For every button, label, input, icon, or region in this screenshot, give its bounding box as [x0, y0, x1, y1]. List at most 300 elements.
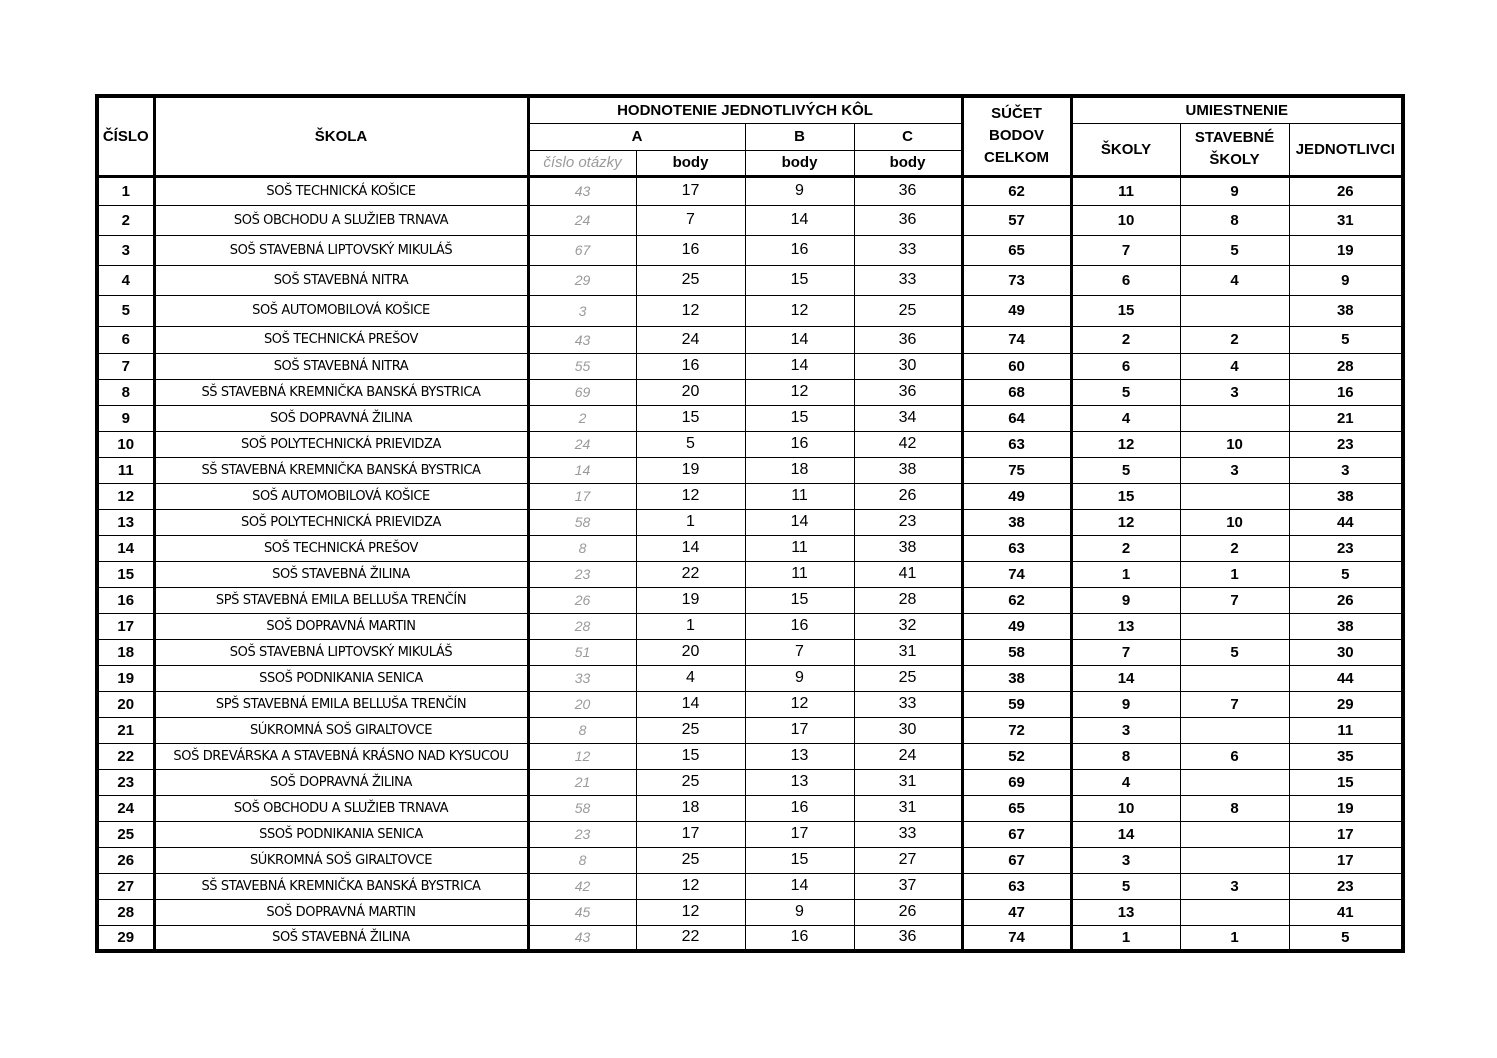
row-number: 25 — [97, 821, 154, 847]
points-b: 13 — [745, 769, 854, 795]
header-skoly: ŠKOLY — [1071, 123, 1180, 176]
total-points: 57 — [962, 205, 1071, 235]
total-points: 62 — [962, 176, 1071, 205]
row-number: 22 — [97, 743, 154, 769]
question-number: 28 — [528, 613, 636, 639]
rank-construction-schools — [1180, 295, 1289, 326]
rank-construction-schools: 10 — [1180, 431, 1289, 457]
total-points: 59 — [962, 691, 1071, 717]
total-points: 63 — [962, 873, 1071, 899]
points-a: 14 — [636, 691, 745, 717]
row-number: 11 — [97, 457, 154, 483]
points-a: 15 — [636, 743, 745, 769]
points-c: 30 — [854, 717, 962, 743]
row-number: 23 — [97, 769, 154, 795]
points-c: 38 — [854, 535, 962, 561]
total-points: 69 — [962, 769, 1071, 795]
header-umiestnenie: UMIESTNENIE — [1071, 96, 1403, 123]
points-a: 12 — [636, 873, 745, 899]
points-a: 22 — [636, 561, 745, 587]
rank-individuals: 5 — [1289, 326, 1403, 353]
row-number: 17 — [97, 613, 154, 639]
rank-construction-schools: 4 — [1180, 353, 1289, 379]
points-b: 14 — [745, 353, 854, 379]
table-row — [97, 691, 1403, 717]
rank-construction-schools: 3 — [1180, 457, 1289, 483]
rank-construction-schools: 2 — [1180, 326, 1289, 353]
table-row — [97, 405, 1403, 431]
points-a: 25 — [636, 769, 745, 795]
points-c: 30 — [854, 353, 962, 379]
row-number: 7 — [97, 353, 154, 379]
total-points: 49 — [962, 295, 1071, 326]
rank-individuals: 23 — [1289, 535, 1403, 561]
points-b: 9 — [745, 176, 854, 205]
points-b: 7 — [745, 639, 854, 665]
points-b: 16 — [745, 235, 854, 265]
rank-construction-schools: 7 — [1180, 587, 1289, 613]
rank-construction-schools: 5 — [1180, 235, 1289, 265]
rank-individuals: 26 — [1289, 587, 1403, 613]
table-row — [97, 235, 1403, 265]
question-number: 43 — [528, 326, 636, 353]
question-number: 8 — [528, 717, 636, 743]
points-b: 16 — [745, 613, 854, 639]
rank-construction-schools — [1180, 847, 1289, 873]
total-points: 62 — [962, 587, 1071, 613]
rank-individuals: 31 — [1289, 205, 1403, 235]
table-row — [97, 639, 1403, 665]
school-name: SÚKROMNÁ SOŠ GIRALTOVCE — [154, 717, 528, 743]
school-name: SŠ STAVEBNÁ KREMNIČKA BANSKÁ BYSTRICA — [154, 457, 528, 483]
total-points: 75 — [962, 457, 1071, 483]
school-name: SPŠ STAVEBNÁ EMILA BELLUŠA TRENČÍN — [154, 587, 528, 613]
row-number: 24 — [97, 795, 154, 821]
total-points: 63 — [962, 535, 1071, 561]
school-name: SOŠ TECHNICKÁ KOŠICE — [154, 176, 528, 205]
rank-schools: 4 — [1071, 405, 1180, 431]
table-row — [97, 613, 1403, 639]
rank-construction-schools — [1180, 483, 1289, 509]
rank-individuals: 9 — [1289, 265, 1403, 295]
points-c: 37 — [854, 873, 962, 899]
question-number: 29 — [528, 265, 636, 295]
question-number: 43 — [528, 176, 636, 205]
total-points: 68 — [962, 379, 1071, 405]
points-c: 26 — [854, 899, 962, 925]
header-c: C — [854, 123, 962, 150]
header-stavebne-line2: ŠKOLY — [1209, 151, 1260, 168]
points-c: 24 — [854, 743, 962, 769]
rank-individuals: 23 — [1289, 873, 1403, 899]
header-body-c: body — [854, 150, 962, 176]
points-b: 12 — [745, 379, 854, 405]
table-row — [97, 899, 1403, 925]
points-b: 13 — [745, 743, 854, 769]
points-a: 1 — [636, 613, 745, 639]
table-row — [97, 483, 1403, 509]
points-b: 11 — [745, 483, 854, 509]
points-b: 17 — [745, 821, 854, 847]
row-number: 8 — [97, 379, 154, 405]
points-b: 14 — [745, 873, 854, 899]
points-c: 31 — [854, 795, 962, 821]
rank-construction-schools — [1180, 613, 1289, 639]
total-points: 65 — [962, 795, 1071, 821]
school-name: SOŠ DOPRAVNÁ MARTIN — [154, 899, 528, 925]
school-name: SOŠ STAVEBNÁ NITRA — [154, 265, 528, 295]
points-b: 11 — [745, 535, 854, 561]
rank-individuals: 23 — [1289, 431, 1403, 457]
total-points: 63 — [962, 431, 1071, 457]
points-c: 33 — [854, 821, 962, 847]
header-b: B — [745, 123, 854, 150]
rank-schools: 2 — [1071, 535, 1180, 561]
question-number: 8 — [528, 847, 636, 873]
points-c: 25 — [854, 295, 962, 326]
points-b: 9 — [745, 899, 854, 925]
school-name: SOŠ STAVEBNÁ ŽILINA — [154, 925, 528, 951]
total-points: 74 — [962, 925, 1071, 951]
rank-construction-schools: 4 — [1180, 265, 1289, 295]
question-number: 26 — [528, 587, 636, 613]
points-c: 28 — [854, 587, 962, 613]
points-c: 34 — [854, 405, 962, 431]
school-name: SOŠ OBCHODU A SLUŽIEB TRNAVA — [154, 205, 528, 235]
question-number: 23 — [528, 821, 636, 847]
points-a: 12 — [636, 899, 745, 925]
rank-schools: 12 — [1071, 431, 1180, 457]
row-number: 29 — [97, 925, 154, 951]
rank-construction-schools: 1 — [1180, 925, 1289, 951]
school-name: SOŠ DOPRAVNÁ ŽILINA — [154, 405, 528, 431]
header-sucet — [962, 96, 1071, 176]
table-body — [97, 176, 1403, 951]
row-number: 5 — [97, 295, 154, 326]
rank-construction-schools: 7 — [1180, 691, 1289, 717]
points-b: 9 — [745, 665, 854, 691]
rank-schools: 11 — [1071, 176, 1180, 205]
question-number: 24 — [528, 431, 636, 457]
table-row — [97, 176, 1403, 205]
points-c: 36 — [854, 205, 962, 235]
header-cislo-otazky: číslo otázky — [528, 150, 636, 176]
school-name: SÚKROMNÁ SOŠ GIRALTOVCE — [154, 847, 528, 873]
table-row — [97, 847, 1403, 873]
school-name: SOŠ POLYTECHNICKÁ PRIEVIDZA — [154, 431, 528, 457]
school-name: SOŠ POLYTECHNICKÁ PRIEVIDZA — [154, 509, 528, 535]
total-points: 49 — [962, 613, 1071, 639]
header-skola: ŠKOLA — [154, 96, 528, 176]
rank-construction-schools: 3 — [1180, 873, 1289, 899]
school-name: SOŠ OBCHODU A SLUŽIEB TRNAVA — [154, 795, 528, 821]
total-points: 47 — [962, 899, 1071, 925]
table-header — [97, 96, 1403, 176]
rank-individuals: 41 — [1289, 899, 1403, 925]
rank-schools: 5 — [1071, 457, 1180, 483]
rank-individuals: 16 — [1289, 379, 1403, 405]
rank-individuals: 30 — [1289, 639, 1403, 665]
question-number: 23 — [528, 561, 636, 587]
points-c: 36 — [854, 925, 962, 951]
row-number: 19 — [97, 665, 154, 691]
rank-individuals: 5 — [1289, 561, 1403, 587]
points-a: 5 — [636, 431, 745, 457]
points-a: 18 — [636, 795, 745, 821]
rank-schools: 6 — [1071, 353, 1180, 379]
points-c: 33 — [854, 235, 962, 265]
row-number: 14 — [97, 535, 154, 561]
table-row — [97, 205, 1403, 235]
table-row — [97, 295, 1403, 326]
rank-construction-schools — [1180, 821, 1289, 847]
question-number: 2 — [528, 405, 636, 431]
row-number: 16 — [97, 587, 154, 613]
points-c: 42 — [854, 431, 962, 457]
points-c: 31 — [854, 769, 962, 795]
total-points: 72 — [962, 717, 1071, 743]
question-number: 51 — [528, 639, 636, 665]
rank-construction-schools — [1180, 769, 1289, 795]
school-name: SOŠ TECHNICKÁ PREŠOV — [154, 326, 528, 353]
points-b: 14 — [745, 509, 854, 535]
points-a: 20 — [636, 379, 745, 405]
table-row — [97, 265, 1403, 295]
points-a: 12 — [636, 295, 745, 326]
table-row — [97, 326, 1403, 353]
row-number: 4 — [97, 265, 154, 295]
header-sucet-line3: CELKOM — [984, 149, 1050, 167]
total-points: 49 — [962, 483, 1071, 509]
table-row — [97, 587, 1403, 613]
rank-individuals: 11 — [1289, 717, 1403, 743]
points-a: 22 — [636, 925, 745, 951]
row-number: 2 — [97, 205, 154, 235]
question-number: 45 — [528, 899, 636, 925]
rank-individuals: 44 — [1289, 509, 1403, 535]
table-row — [97, 379, 1403, 405]
total-points: 67 — [962, 847, 1071, 873]
points-b: 14 — [745, 205, 854, 235]
question-number: 21 — [528, 769, 636, 795]
points-c: 38 — [854, 457, 962, 483]
points-a: 14 — [636, 535, 745, 561]
header-sucet-line2: BODOV — [989, 127, 1045, 145]
points-b: 15 — [745, 405, 854, 431]
total-points: 52 — [962, 743, 1071, 769]
points-a: 24 — [636, 326, 745, 353]
points-c: 33 — [854, 691, 962, 717]
table-row — [97, 431, 1403, 457]
rank-individuals: 35 — [1289, 743, 1403, 769]
question-number: 55 — [528, 353, 636, 379]
rank-individuals: 28 — [1289, 353, 1403, 379]
school-name: SOŠ DOPRAVNÁ ŽILINA — [154, 769, 528, 795]
rank-schools: 14 — [1071, 821, 1180, 847]
rank-construction-schools — [1180, 665, 1289, 691]
question-number: 33 — [528, 665, 636, 691]
table-row — [97, 665, 1403, 691]
question-number: 58 — [528, 509, 636, 535]
points-a: 19 — [636, 457, 745, 483]
question-number: 12 — [528, 743, 636, 769]
question-number: 8 — [528, 535, 636, 561]
table-row — [97, 509, 1403, 535]
total-points: 74 — [962, 326, 1071, 353]
points-c: 36 — [854, 379, 962, 405]
school-name: SSOŠ PODNIKANIA SENICA — [154, 665, 528, 691]
points-c: 36 — [854, 326, 962, 353]
points-c: 31 — [854, 639, 962, 665]
row-number: 1 — [97, 176, 154, 205]
rank-individuals: 19 — [1289, 795, 1403, 821]
points-a: 12 — [636, 483, 745, 509]
total-points: 58 — [962, 639, 1071, 665]
question-number: 67 — [528, 235, 636, 265]
rank-schools: 3 — [1071, 847, 1180, 873]
rank-schools: 7 — [1071, 639, 1180, 665]
header-body-b: body — [745, 150, 854, 176]
rank-individuals: 38 — [1289, 295, 1403, 326]
results-table — [95, 94, 1405, 953]
rank-schools: 7 — [1071, 235, 1180, 265]
rank-individuals: 38 — [1289, 483, 1403, 509]
total-points: 38 — [962, 665, 1071, 691]
points-b: 16 — [745, 431, 854, 457]
points-c: 33 — [854, 265, 962, 295]
rank-schools: 2 — [1071, 326, 1180, 353]
question-number: 17 — [528, 483, 636, 509]
rank-individuals: 17 — [1289, 847, 1403, 873]
school-name: SSOŠ PODNIKANIA SENICA — [154, 821, 528, 847]
table-row — [97, 795, 1403, 821]
points-b: 11 — [745, 561, 854, 587]
rank-construction-schools: 3 — [1180, 379, 1289, 405]
header-body-a: body — [636, 150, 745, 176]
rank-schools: 6 — [1071, 265, 1180, 295]
rank-individuals: 15 — [1289, 769, 1403, 795]
rank-construction-schools — [1180, 405, 1289, 431]
school-name: SOŠ STAVEBNÁ LIPTOVSKÝ MIKULÁŠ — [154, 235, 528, 265]
points-c: 23 — [854, 509, 962, 535]
points-a: 1 — [636, 509, 745, 535]
row-number: 18 — [97, 639, 154, 665]
rank-schools: 5 — [1071, 379, 1180, 405]
row-number: 9 — [97, 405, 154, 431]
table-row — [97, 769, 1403, 795]
rank-schools: 14 — [1071, 665, 1180, 691]
rank-schools: 4 — [1071, 769, 1180, 795]
question-number: 42 — [528, 873, 636, 899]
points-c: 36 — [854, 176, 962, 205]
rank-schools: 10 — [1071, 795, 1180, 821]
rank-schools: 12 — [1071, 509, 1180, 535]
table-row — [97, 561, 1403, 587]
rank-construction-schools: 8 — [1180, 205, 1289, 235]
points-a: 16 — [636, 353, 745, 379]
question-number: 14 — [528, 457, 636, 483]
rank-construction-schools: 2 — [1180, 535, 1289, 561]
rank-individuals: 3 — [1289, 457, 1403, 483]
school-name: SPŠ STAVEBNÁ EMILA BELLUŠA TRENČÍN — [154, 691, 528, 717]
points-a: 19 — [636, 587, 745, 613]
points-b: 16 — [745, 795, 854, 821]
points-a: 25 — [636, 717, 745, 743]
rank-schools: 13 — [1071, 613, 1180, 639]
points-b: 16 — [745, 925, 854, 951]
row-number: 28 — [97, 899, 154, 925]
table-row — [97, 353, 1403, 379]
school-name: SŠ STAVEBNÁ KREMNIČKA BANSKÁ BYSTRICA — [154, 379, 528, 405]
rank-schools: 1 — [1071, 561, 1180, 587]
question-number: 24 — [528, 205, 636, 235]
rank-schools: 15 — [1071, 295, 1180, 326]
total-points: 74 — [962, 561, 1071, 587]
question-number: 43 — [528, 925, 636, 951]
rank-construction-schools: 10 — [1180, 509, 1289, 535]
row-number: 12 — [97, 483, 154, 509]
points-b: 14 — [745, 326, 854, 353]
points-a: 7 — [636, 205, 745, 235]
rank-schools: 3 — [1071, 717, 1180, 743]
table-row — [97, 925, 1403, 951]
row-number: 27 — [97, 873, 154, 899]
question-number: 20 — [528, 691, 636, 717]
header-a: A — [528, 123, 745, 150]
school-name: SOŠ STAVEBNÁ NITRA — [154, 353, 528, 379]
points-c: 25 — [854, 665, 962, 691]
points-a: 15 — [636, 405, 745, 431]
rank-individuals: 19 — [1289, 235, 1403, 265]
row-number: 15 — [97, 561, 154, 587]
points-a: 20 — [636, 639, 745, 665]
rank-individuals: 17 — [1289, 821, 1403, 847]
row-number: 26 — [97, 847, 154, 873]
table-row — [97, 873, 1403, 899]
row-number: 6 — [97, 326, 154, 353]
rank-individuals: 29 — [1289, 691, 1403, 717]
row-number: 3 — [97, 235, 154, 265]
points-c: 32 — [854, 613, 962, 639]
points-a: 4 — [636, 665, 745, 691]
rank-schools: 5 — [1071, 873, 1180, 899]
table-row — [97, 743, 1403, 769]
rank-schools: 1 — [1071, 925, 1180, 951]
school-name: SOŠ STAVEBNÁ LIPTOVSKÝ MIKULÁŠ — [154, 639, 528, 665]
rank-construction-schools: 5 — [1180, 639, 1289, 665]
row-number: 13 — [97, 509, 154, 535]
total-points: 73 — [962, 265, 1071, 295]
row-number: 10 — [97, 431, 154, 457]
school-name: SOŠ DOPRAVNÁ MARTIN — [154, 613, 528, 639]
header-jednotlivci: JEDNOTLIVCI — [1289, 123, 1403, 176]
points-b: 12 — [745, 295, 854, 326]
school-name: SOŠ AUTOMOBILOVÁ KOŠICE — [154, 483, 528, 509]
points-a: 16 — [636, 235, 745, 265]
table-row — [97, 535, 1403, 561]
points-b: 15 — [745, 587, 854, 613]
rank-construction-schools: 9 — [1180, 176, 1289, 205]
rank-schools: 13 — [1071, 899, 1180, 925]
points-c: 41 — [854, 561, 962, 587]
table-row — [97, 717, 1403, 743]
row-number: 21 — [97, 717, 154, 743]
total-points: 60 — [962, 353, 1071, 379]
rank-construction-schools: 8 — [1180, 795, 1289, 821]
rank-construction-schools — [1180, 717, 1289, 743]
total-points: 64 — [962, 405, 1071, 431]
total-points: 38 — [962, 509, 1071, 535]
